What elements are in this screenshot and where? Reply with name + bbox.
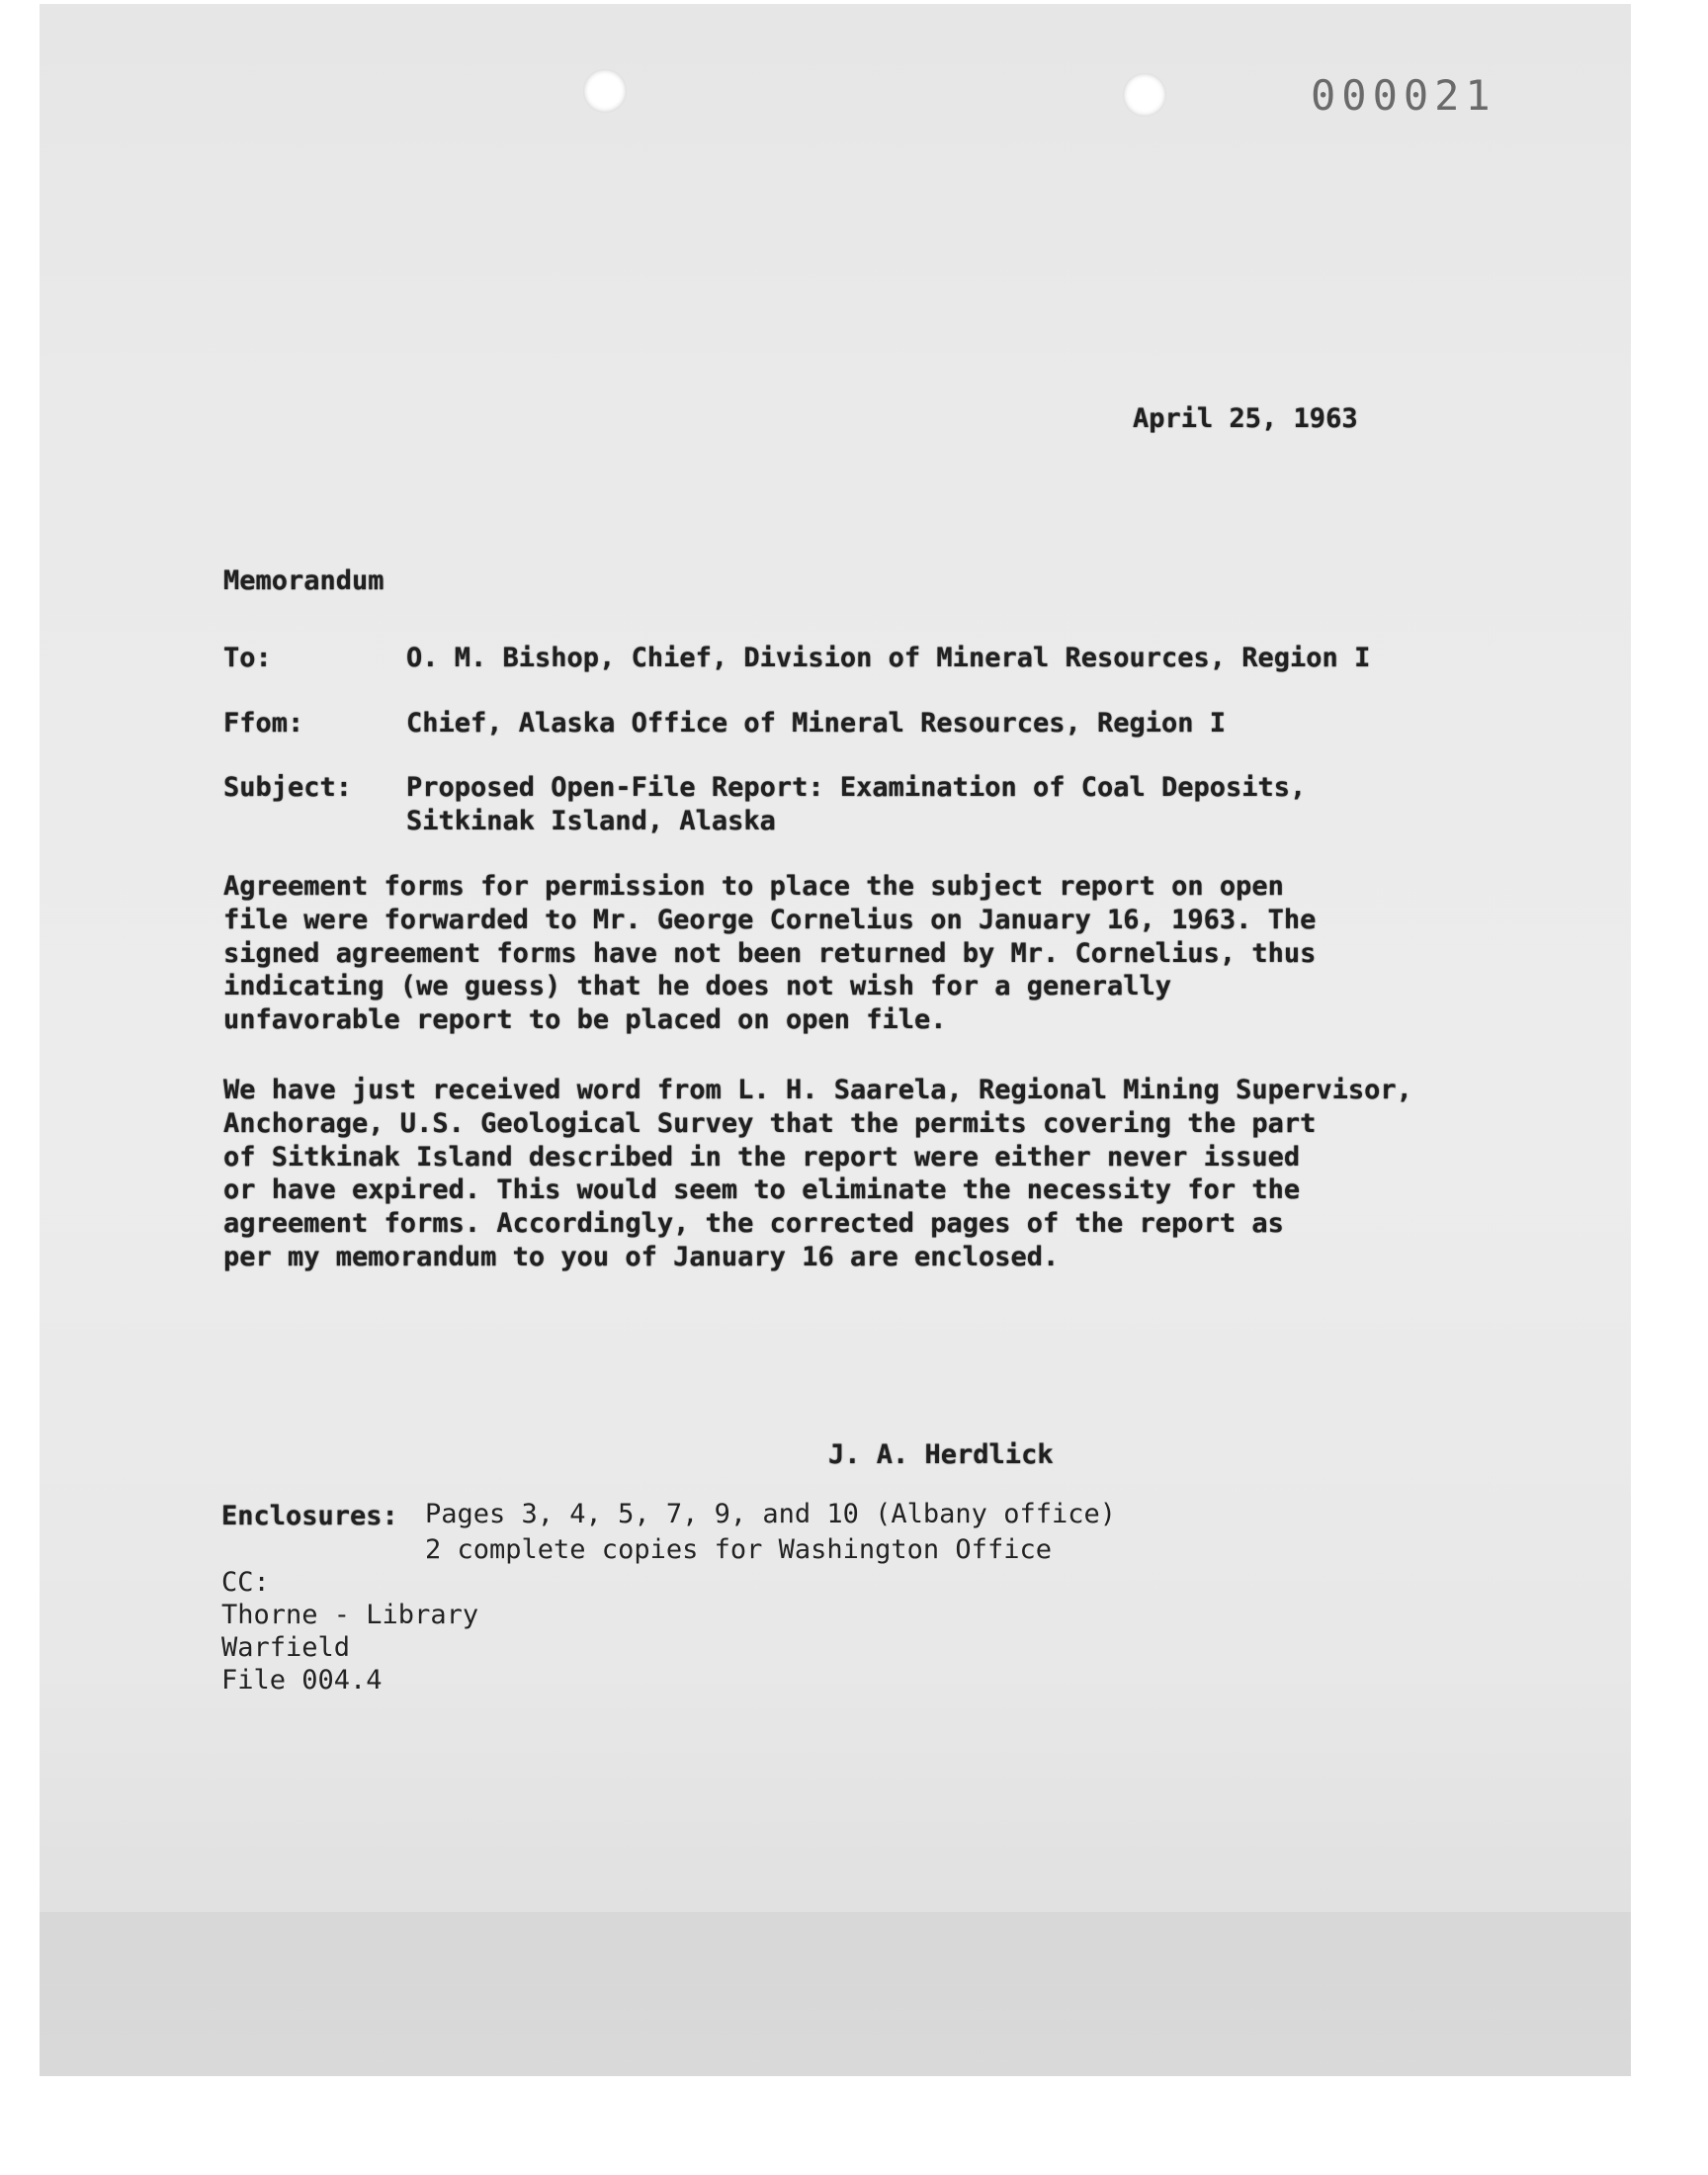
subject-value [406, 771, 1306, 838]
body-paragraph-1 [223, 870, 1316, 1037]
memo-page [40, 4, 1631, 2076]
cc-block [221, 1566, 478, 1696]
subject-line: Sitkinak Island, Alaska [406, 806, 776, 836]
paragraph-line: indicating (we guess) that he does not wish for a generally [223, 971, 1172, 1002]
memo-title: Memorandum [223, 566, 384, 596]
cc-label: CC: [221, 1567, 270, 1598]
cc-recipient: Thorne - Library [221, 1600, 479, 1630]
paragraph-line: per my memorandum to you of January 16 are enclosed. [223, 1241, 1060, 1272]
memo-date: April 25, 1963 [1133, 403, 1358, 434]
from-value: Chief, Alaska Office of Mineral Resources, Region I [406, 708, 1227, 739]
signature-name: J. A. Herdlick [828, 1439, 1054, 1470]
enclosure-item: Pages 3, 4, 5, 7, 9, and 10 (Albany office) [425, 1499, 1116, 1529]
scan-shadow-band [40, 1912, 1631, 2076]
body-paragraph-2 [223, 1074, 1412, 1274]
paragraph-line: signed agreement forms have not been returned by Mr. Cornelius, thus [223, 937, 1317, 969]
paragraph-line: We have just received word from L. H. Saarela, Regional Mining Supervisor, [223, 1075, 1412, 1105]
paragraph-line: file were forwarded to Mr. George Cornelius on January 16, 1963. The [223, 904, 1317, 935]
cc-recipient: File 004.4 [221, 1665, 383, 1696]
cc-recipient: Warfield [221, 1632, 351, 1663]
to-label: To: [223, 643, 272, 673]
paragraph-line: unfavorable report to be placed on open file. [223, 1004, 947, 1036]
paragraph-line: Anchorage, U.S. Geological Survey that the permits covering the part [223, 1107, 1317, 1139]
enclosure-item: 2 complete copies for Washington Office [425, 1534, 1052, 1565]
subject-label: Subject: [223, 772, 353, 803]
document-stamp-number: 000021 [1311, 71, 1496, 120]
punch-hole-left [583, 69, 627, 113]
punch-hole-right [1123, 73, 1166, 117]
paragraph-line: of Sitkinak Island described in the report were either never issued [223, 1141, 1301, 1173]
enclosures-list [425, 1497, 1116, 1568]
paragraph-line: agreement forms. Accordingly, the corrected pages of the report as [223, 1208, 1284, 1240]
paragraph-line: or have expired. This would seem to eliminate the necessity for the [223, 1174, 1301, 1206]
enclosures-label: Enclosures: [221, 1501, 398, 1531]
paragraph-line: Agreement forms for permission to place the subject report on open [223, 871, 1284, 902]
subject-line: Proposed Open-File Report: Examination of Coal Deposits, [406, 772, 1307, 803]
to-value: O. M. Bishop, Chief, Division of Mineral Resources, Region I [406, 643, 1371, 673]
from-label: Ffom: [223, 708, 304, 739]
